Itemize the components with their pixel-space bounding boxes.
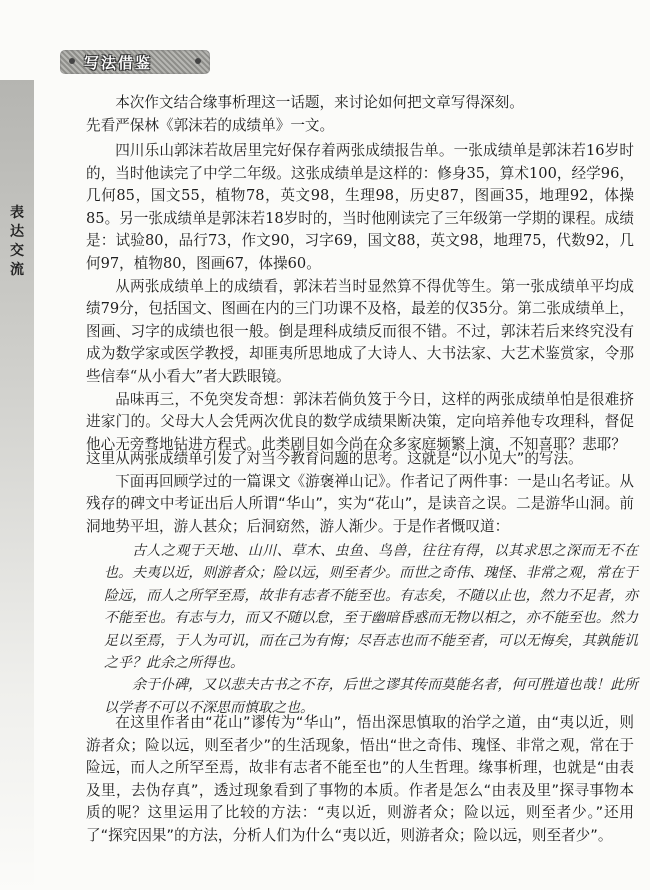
essay-paragraph: 从两张成绩单上的成绩看，郭沫若当时显然算不得优等生。第一张成绩单平均成绩79分，包括国文、图画在内的三门功课不及格，最差的仅35分。第二张成绩单上，图画、习字的成绩也很一般。倒是理科成绩反而很不错。不过，郭沫若后来终究没有成为数学家或医学教授，却匪夷所思地成了大诗人、大书法家、大艺术鉴赏家，令那些信奉“从小看大”者大跌眼镜。 xyxy=(86,277,634,385)
essay-excerpt xyxy=(86,140,634,456)
essay-paragraph: 四川乐山郭沫若故居里完好保存着两张成绩报告单。一张成绩单是郭沫若16岁时的，当时他读完了中学二年级。这张成绩单是这样的：修身35，算术100，经学96，几何85，国文55，植物78，英文98，生理98，历史87，图画35，地理92，体操85。另一张成绩单是郭沫若18岁时的，当时他刚读完了三年级第一学期的课程。成绩是：试验80，品行73，作文90，习字69，国文88，英文98，地理75，代数92，几何97，植物80，图画67，体操60。 xyxy=(86,142,634,272)
analysis-paragraph: 下面再回顾学过的一篇课文《游褒禅山记》。作者记了两件事：一是山名考证。从残存的碑文中考证出后人所谓“华山”，实为“花山”，是读音之误。二是游华山洞。前洞地势平坦，游人甚众；后洞窈然，游人渐少。于是作者慨叹道： xyxy=(86,472,634,535)
analysis-block xyxy=(86,448,634,538)
intro-paragraph: 先看严保林《郭沫若的成绩单》一文。 xyxy=(86,116,335,134)
essay-paragraph: 品味再三，不免突发奇想：郭沫若倘负笈于今日，这样的两张成绩单怕是很难挤进家门的。父母大人会凭两次优良的数学成绩果断决策，定向培养他专攻理科，督促他心无旁骛地钻进方程式。此类剧目如今尚在众多家庭频繁上演，不知喜耶？悲耶？ xyxy=(86,390,634,453)
intro-paragraph: 本次作文结合缘事析理这一话题，来讨论如何把文章写得深刻。 xyxy=(115,94,524,111)
banner-dot-icon xyxy=(195,58,201,64)
quote-paragraph: 古人之观于天地、山川、草木、虫鱼、鸟兽，往往有得，以其求思之深而无不在也。夫夷以近，则游者众；险以远，则至者少。而世之奇伟、瑰怪、非常之观，常在于险远，而人之所罕至焉，故非有志者不能至也。有志矣，不随以止也，然力不足者，亦不能至也。有志与力，而又不随以怠，至于幽暗昏惑而无物以相之，亦不能至也。然力足以至焉，于人为可讥，而在己为有悔；尽吾志也而不能至者，可以无悔矣，其孰能讥之乎？此余之所得也。 xyxy=(104,543,638,672)
analysis-block-2 xyxy=(86,712,634,848)
section-banner-title: 写法借鉴 xyxy=(84,54,153,72)
quote-paragraph: 余于仆碑，又以悲夫古书之不存，后世之谬其传而莫能名者，何可胜道也哉！此所以学者不可以不深思而慎取之也。 xyxy=(104,677,638,716)
section-tab-label: 表达交流 xyxy=(10,205,24,278)
analysis-paragraph: 这里从两张成绩单引发了对当今教育问题的思考。这就是“以小见大”的写法。 xyxy=(86,450,583,467)
analysis-paragraph: 在这里作者由“花山”谬传为“华山”，悟出深思慎取的治学之道，由“夷以近，则游者众；险以远，则至者少”的生活现象，悟出“世之奇伟、瑰怪、非常之观，常在于险远，而人之所罕至焉，故非有志者不能至也”的人生哲理。缘事析理，也就是“由表及里，去伪存真”，透过现象看到了事物的本质。作者是怎么“由表及里”探寻事物本质的呢？这里运用了比较的方法：“夷以近，则游者众；险以远，则至者少。”还用了“探究因果”的方法，分析人们为什么“夷以近，则游者众；险以远，则至者少”。 xyxy=(86,714,634,844)
side-strip xyxy=(0,80,34,890)
section-banner xyxy=(60,50,210,74)
banner-dot-icon xyxy=(69,58,75,64)
intro-block xyxy=(86,92,634,137)
classical-quote xyxy=(104,540,638,719)
